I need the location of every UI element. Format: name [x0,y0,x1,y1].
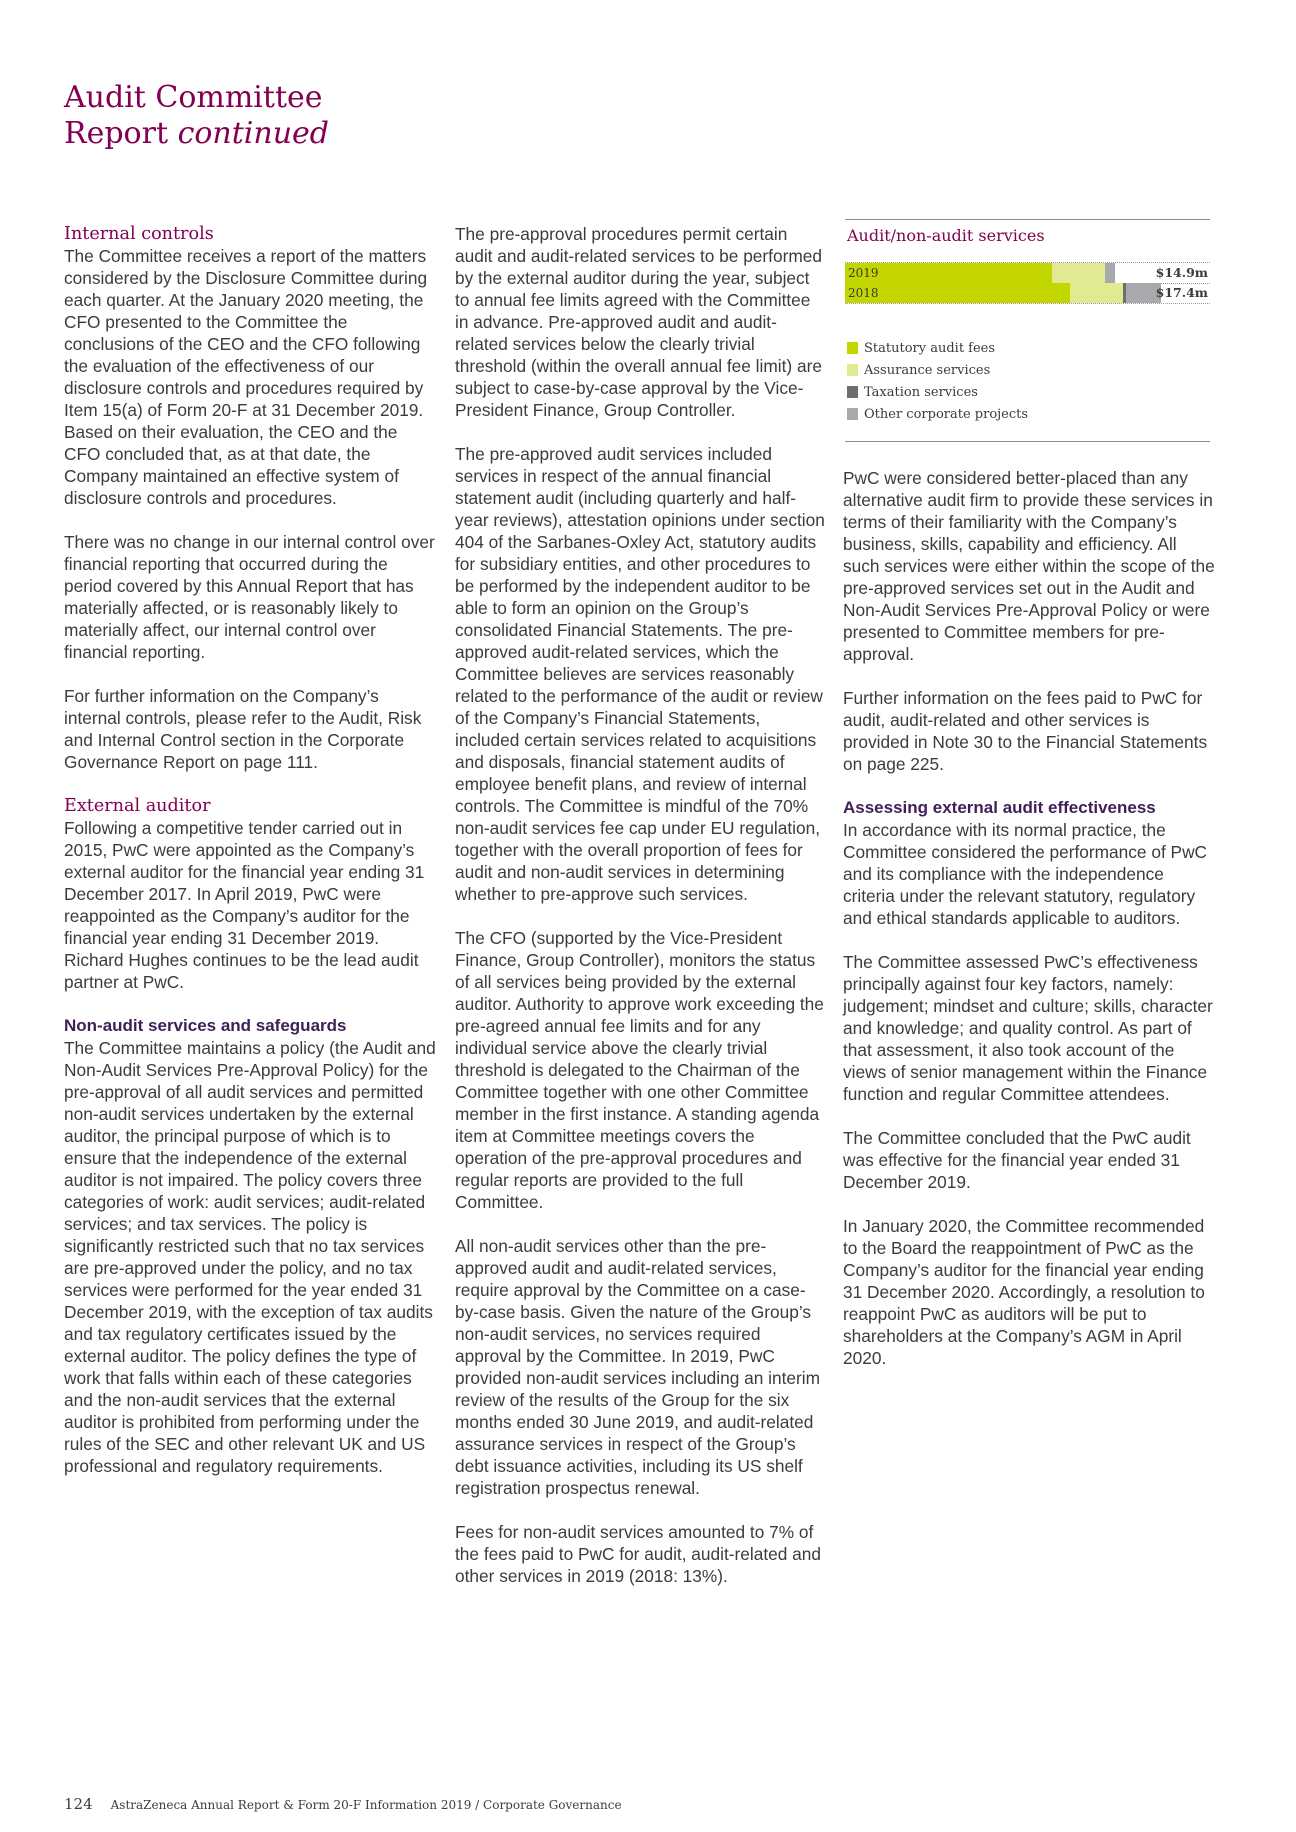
column-1 [64,223,436,1499]
legend-label: Assurance services [864,362,991,378]
bar-segment [1105,263,1116,283]
paragraph: All non-audit services other than the pre-approved audit and audit-related services, require approval by the Committee on a case-by-case basis. Given the nature of the Group’s non-audit services, no services required approval by the Committee. In 2019, PwC provided non-audit services including an interim review of the results of the Group for the six months ended 30 June 2019, and audit-related assurance services in respect of the Group’s debt issuance activities, including its US shelf registration prospectus renewal. [455,1236,821,1498]
bar-total-2019: $14.9m [1155,265,1208,280]
bar-label-2019: 2019 [848,266,879,280]
bar-row-2019 [845,262,1210,284]
paragraph: In accordance with its normal practice, the Committee considered the performance of PwC and its compliance with the independence criteria under the relevant statutory, regulatory and ethical standards applicable to auditors. [843,820,1208,928]
legend-swatch [847,342,858,354]
legend-label: Statutory audit fees [864,340,996,356]
paragraph: The Committee receives a report of the matters considered by the Disclosure Committee during each quarter. At the January 2020 meeting, the CFO presented to the Committee the conclusions of the CEO and the CFO following the evaluation of the effectiveness of our disclosure controls and procedures required by Item 15(a) of Form 20-F at 31 December 2019. Based on their evaluation, the CEO and the CFO concluded that, as at that date, the Company maintained an effective system of disclosure controls and procedures. [64,246,428,508]
paragraph: The pre-approved audit services included services in respect of the annual financial statement audit (including quarterly and half-year reviews), attestation opinions under section 404 of the Sarbanes-Oxley Act, statutory audits for subsidiary entities, and other procedures to be performed by the independent auditor to be able to form an opinion on the Group’s consolidated Financial Statements. The pre-approved audit-related services, which the Committee believes are services reasonably related to the performance of the audit or review of the Company’s Financial Statements, included certain services related to acquisitions and disposals, financial statement audits of employee benefit plans, and review of internal controls. The Committee is mindful of the 70% non-audit services fee cap under EU regulation, together with the overall proportion of fees for audit and non-audit services in determining whether to pre-approve such services. [455,444,825,904]
paragraph: PwC were considered better-placed than any alternative audit firm to provide these services in terms of their familiarity with the Company’s business, skills, capability and efficiency. All such services were either within the scope of the pre-approved services set out in the Audit and Non-Audit Services Pre-Approval Policy or were presented to Committee members for pre-approval. [843,468,1215,664]
legend-label: Taxation services [864,384,978,400]
paragraph: Following a competitive tender carried out in 2015, PwC were appointed as the Company’s external auditor for the financial year ending 31 December 2017. In April 2019, PwC were reappointed as the Company’s auditor for the financial year ending 31 December 2019. Richard Hughes continues to be the lead audit partner at PwC. [64,818,425,992]
paragraph: For further information on the Company’s internal controls, please refer to the Audit, Risk and Internal Control section in the Corporate Governance Report on page 111. [64,686,422,772]
paragraph: The Committee concluded that the PwC audit was effective for the financial year ended 31 December 2019. [843,1128,1191,1192]
title-report: Report [64,116,169,151]
legend-label: Other corporate projects [864,406,1029,422]
heading-external-auditor: External auditor [64,796,211,816]
audit-fees-chart [845,219,1210,442]
bar-segment [1070,283,1123,303]
paragraph: Fees for non-audit services amounted to 7% of the fees paid to PwC for audit, audit-related and other services in 2019 (2018: 13%). [455,1522,822,1586]
heading-assessing-effectiveness: Assessing external audit effectiveness [843,798,1156,817]
page-title [64,80,329,152]
legend-swatch [847,386,858,398]
paragraph: The pre-approval procedures permit certain audit and audit-related services to be performed by the external auditor during the year, subject to annual fee limits agreed with the Committee in advance. Pre-approved audit and audit-related services below the clearly trivial threshold (within the overall annual fee limit) are subject to case-by-case approval by the Vice-President Finance, Group Controller. [455,224,822,420]
bar-total-2018: $17.4m [1155,285,1208,300]
paragraph: The Committee assessed PwC’s effectiveness principally against four key factors, namely: judgement; mindset and culture; skills, character and knowledge; and quality control. As part of that assessment, it also took account of the views of senior management within the Finance function and regular Committee attendees. [843,952,1213,1104]
paragraph: The Committee maintains a policy (the Audit and Non-Audit Services Pre-Approval Policy) for the pre-approval of all audit services and permitted non-audit services undertaken by the external auditor, the principal purpose of which is to ensure that the independence of the external auditor is not impaired. The policy covers three categories of work: audit services; audit-related services; and tax services. The policy is significantly restricted such that no tax services are pre-approved under the policy, and no tax services were performed for the year ended 31 December 2019, with the exception of tax audits and tax regulatory certificates issued by the external auditor. The policy defines the type of work that falls within each of these categories and the non-audit services that the external auditor is prohibited from performing under the rules of the SEC and other relevant UK and US professional and regulatory requirements. [64,1038,436,1476]
heading-internal-controls: Internal controls [64,224,214,244]
bar-segment [845,283,1070,303]
legend-item [847,359,1028,381]
legend-item [847,381,1028,403]
column-2 [455,223,827,1609]
paragraph: In January 2020, the Committee recommended to the Board the reappointment of PwC as the Company’s auditor for the financial year ending 31 December 2020. Accordingly, a resolution to reappoint PwC as auditors will be put to shareholders at the Company’s AGM in April 2020. [843,1216,1205,1368]
footer-text: AstraZeneca Annual Report & Form 20-F Information 2019 / Corporate Governance [110,1798,622,1812]
legend-item [847,337,1028,359]
page-number: 124 [64,1795,93,1813]
chart-legend [847,337,1028,425]
legend-swatch [847,408,858,420]
title-line-1: Audit Committee [64,80,323,115]
legend-item [847,403,1028,425]
legend-swatch [847,364,858,376]
title-suffix: continued [177,116,329,151]
paragraph: The CFO (supported by the Vice-President Finance, Group Controller), monitors the status of all services being provided by the external auditor. Authority to approve work exceeding the pre-agreed annual fee limits and for any individual service above the clearly trivial threshold is delegated to the Chairman of the Committee together with one other Committee member in the first instance. A standing agenda item at Committee meetings covers the operation of the pre-approval procedures and regular reports are provided to the full Committee. [455,928,824,1212]
paragraph: Further information on the fees paid to PwC for audit, audit-related and other services is provided in Note 30 to the Financial Statements on page 225. [843,688,1208,774]
bar-segment [1052,263,1105,283]
bar-row-2018 [845,283,1210,304]
title-line-2 [64,116,329,152]
column-3 [843,467,1215,1391]
heading-non-audit-services: Non-audit services and safeguards [64,1016,347,1035]
bar-label-2018: 2018 [848,286,879,300]
page-footer [64,1795,622,1813]
chart-title: Audit/non-audit services [847,226,1045,245]
paragraph: There was no change in our internal control over financial reporting that occurred during the period covered by this Annual Report that has materially affected, or is reasonably likely to materially affect, our internal control over financial reporting. [64,532,435,662]
